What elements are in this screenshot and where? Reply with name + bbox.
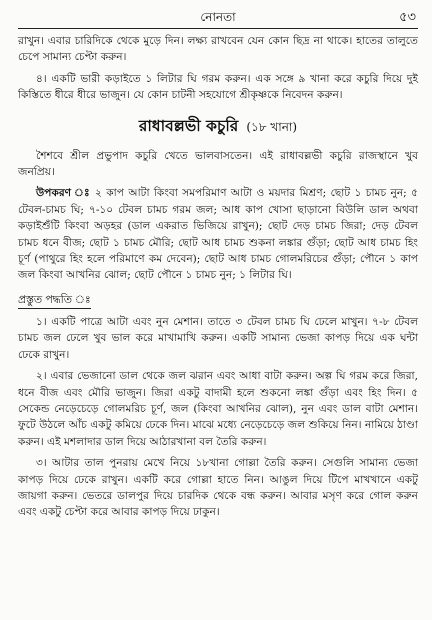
method-step-2: ২। এবার ভেজানো ডাল থেকে জল ঝরান এবং আধা বাটা করুন। অল্প ঘি গরম করে জিরা, ধনে বীজ এবং মৌরি ভাজুন। জিরা একটু বাদামী হলে শুকনো লঙ্কা গুঁড়া এবং হিং দিন। ৫ সেকেন্ড নেড়েচেড়ে গোলমরিচ চূর্ণ, জল (কিংবা আখনির ঝোল), নুন এবং ডাল বাটা মেশান। ফুটে উঠলে আঁচ একটু কমিয়ে ঢেকে দিন। মাঝে মধ্যে নেড়েচেড়ে জল শুকিয়ে নিন। নামিয়ে ঠাণ্ডা করুন। এই মশলাদার ডাল দিয়ে আঠারখানা বল তৈরি করুন। [18, 370, 418, 448]
recipe-yield: (১৮ খানা) [246, 119, 298, 134]
intro-step-4: ৪। একটি ভারী কড়াইতে ১ লিটার ঘি গরম করুন। এক সঙ্গে ৯ খানা করে কচুরি দিয়ে দুই কিস্তিতে ধীরে ধীরে ভাজুন। যে কোন চাটনী সহযোগে শ্রীকৃষ্ণকে নিবেদন করুন। [18, 72, 418, 102]
ingredients-text: ২ কাপ আটা কিংবা সমপরিমাণ আটা ও ময়দার মিশ্রণ; ছোট ১ চামচ নুন; ৫ টেবল-চামচ ঘি; ৭-১০ টেবল চামচ গরম জল; আধ কাপ খোসা ছাড়ানো বিউলি ডাল অথবা কড়াইশুঁটি কিংবা অড়হর (ডাল একরাত ভিজিয়ে রাখুন); ছোট দেড় চামচ জিরা; দেড় টেবল চামচ ধনে বীজ; ছোট ১ চামচ মৌরি; ছোট আধ চামচ শুকনা লঙ্কার গুঁড়া; ছোট আধ চামচ হিং চূর্ণ (পাথুরে হিং হলে পরিমাণে কম দেবেন); ছোট আধ চামচ গোলমরিচের গুঁড়া; পৌনে ১ কাপ জল কিংবা আখনির ঝোল; ছোট পৌনে ১ চামচ নুন; ১ লিটার ঘি। [18, 187, 418, 282]
running-title: নোনতা [200, 10, 236, 24]
method-step-3: ৩। আটার তাল পুনরায় মেখে নিয়ে ১৮খানা গোল্লা তৈরি করুন। সেগুলি সামান্য ভেজা কাপড় দিয়ে ঢেকে রাখুন। একটি করে গোল্লা হাতে নিন। আঙুল দিয়ে টিপে মাখখানে একটু জায়গা করুন। ভেতরে ডালপুর দিয়ে চারদিক থেকে বন্ধ করুন। আবার মসৃণ করে গোল করুন এবং একটু চেপ্টা করে আবার কাপড় দিয়ে ঢাকুন। [18, 457, 418, 519]
ingredients-label: উপকরণ ঃ [36, 187, 91, 200]
intro-paragraph-1: রাখুন। এবার চারিদিকে থেকে মুড়ে দিন। লক্ষ্য রাখবেন যেন কোন ছিদ্র না থাকে। হাতের তালুতে চেপে সামান্য চেপ্টা করুন। [18, 35, 418, 64]
method-step-1: ১। একটি পাত্রে আটা এবং নুন মেশান। তাতে ৩ টেবল চামচ ঘি ঢেলে মাখুন। ৭-৮ টেবল চামচ জল ঢেলে খুব ভাল করে মাখামাখি করুন। একটি সামান্য ভেজা কাপড় দিয়ে এক ঘন্টা ঢেকে রাখুন। [18, 315, 418, 361]
method-heading: প্রস্তুত পদ্ধতি ঃ [18, 292, 91, 309]
page-number: ৫৩ [399, 10, 416, 25]
recipe-heading [18, 114, 418, 140]
recipe-title: রাধাবল্লভী কচুরি [138, 115, 239, 135]
ingredients-paragraph [18, 185, 418, 283]
page-header [18, 6, 418, 29]
recipe-description: শৈশবে শ্রীল প্রভুপাদ কচুরি খেতে ভালবাসতেন। এই রাধাবল্লভী কচুরি রাজস্থানে খুব জনপ্রিয়। [18, 149, 418, 179]
